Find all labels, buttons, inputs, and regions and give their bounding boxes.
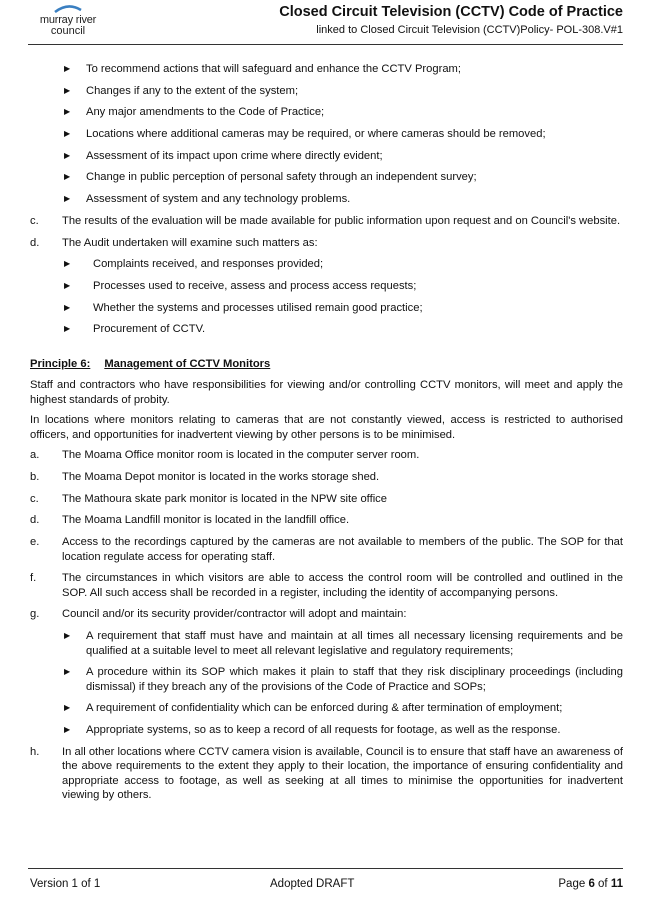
- list-item: ▶ Processes used to receive, assess and process access requests;: [64, 279, 417, 292]
- lettered-item-c2: c. The Mathoura skate park monitor is located in the NPW site office: [30, 492, 387, 505]
- bullet-icon: ▶: [64, 324, 71, 334]
- logo-line-1: murray river: [39, 14, 97, 26]
- lettered-item-e: e. Access to the recordings captured by the cameras are not available to members of the public. The SOP for that location regulate access for operating staff.: [30, 536, 623, 563]
- header-divider: [28, 44, 623, 45]
- requirements-bullet-list: [30, 629, 623, 738]
- document-title: Closed Circuit Television (CCTV) Code of Practice: [279, 4, 623, 20]
- page-number: Page 6 of 11: [558, 878, 623, 890]
- list-item: ▶ Any major amendments to the Code of Practice;: [64, 106, 325, 119]
- audit-bullet-list: [30, 257, 623, 337]
- status-label: Adopted DRAFT: [270, 878, 355, 890]
- bullet-icon: ▶: [64, 703, 71, 713]
- bullet-icon: ▶: [64, 631, 71, 641]
- list-item: ▶ Changes if any to the extent of the system;: [64, 84, 299, 97]
- bullet-icon: ▶: [64, 194, 71, 204]
- paragraph: Staff and contractors who have responsibilities for viewing and/or controlling CCTV monitors, will meet and apply the highest standards of probity.: [30, 379, 623, 406]
- bullet-icon: ▶: [64, 64, 71, 73]
- bullet-icon: ▶: [64, 259, 71, 269]
- lettered-item-f: f. The circumstances in which visitors are able to access the control room will be controlled and outlined in the SOP. All such access shall be recorded in a register, including the identity of accompanying persons.: [30, 572, 623, 599]
- council-logo: [28, 4, 108, 37]
- bullet-icon: ▶: [64, 280, 71, 290]
- list-item: ▶ Change in public perception of personal safety through an independent survey;: [64, 171, 477, 184]
- list-item: ▶ Locations where additional cameras may be required, or where cameras should be removed;: [64, 128, 546, 141]
- evaluation-bullet-list: [30, 62, 623, 207]
- lettered-item-d: d. The Audit undertaken will examine such matters as:: [30, 236, 318, 249]
- lettered-item-a: a. The Moama Office monitor room is located in the computer server room.: [30, 449, 420, 462]
- paragraph: In locations where monitors relating to cameras that are not constantly viewed, access is restricted to authorised officers, and opportunities for inadvertent viewing by other persons is to be minimised.: [30, 414, 623, 441]
- bullet-icon: ▶: [64, 725, 71, 735]
- lettered-item-h: h. In all other locations where CCTV camera vision is available, Council is to ensure that staff have an awareness of the above requirements to the extent they apply to their location, the importance of ensuring confidentiality and appropriate access to footage, as well as seeking at all times to minimise the opportunities for inadvertent viewing by others.: [30, 745, 623, 802]
- list-item: ▶ A requirement that staff must have and maintain at all times all necessary licensing requirements and be qualified at a suitable level to meet all relevant legislative and regulatory requirements;: [64, 630, 623, 657]
- list-item: ▶ A requirement of confidentiality which can be enforced during & after termination of employment;: [64, 702, 563, 715]
- logo-swoosh-icon: [53, 4, 83, 14]
- version-label: Version 1 of 1: [30, 878, 101, 890]
- document-subtitle: linked to Closed Circuit Television (CCTV)Policy- POL-308.V#1: [316, 24, 623, 36]
- bullet-icon: ▶: [64, 107, 71, 117]
- list-item: ▶ Assessment of its impact upon crime where directly evident;: [64, 149, 383, 162]
- lettered-item-b: b. The Moama Depot monitor is located in the works storage shed.: [30, 470, 380, 483]
- bullet-icon: ▶: [64, 150, 71, 160]
- lettered-item-g: g. Council and/or its security provider/contractor will adopt and maintain:: [30, 608, 407, 621]
- list-item: ▶ To recommend actions that will safeguard and enhance the CCTV Program;: [64, 63, 461, 75]
- list-item: ▶ Complaints received, and responses provided;: [64, 258, 324, 271]
- list-item: ▶ Appropriate systems, so as to keep a record of all requests for footage, as well as the response.: [64, 724, 561, 737]
- bullet-icon: ▶: [64, 667, 71, 677]
- document-body: [30, 62, 623, 810]
- footer-divider: [28, 868, 623, 869]
- section-heading: Principle 6: Management of CCTV Monitors: [30, 357, 271, 370]
- bullet-icon: ▶: [64, 302, 71, 312]
- logo-line-2: council: [50, 25, 86, 37]
- list-item: ▶ Whether the systems and processes utilised remain good practice;: [64, 301, 423, 314]
- list-item: ▶ Assessment of system and any technology problems.: [64, 193, 351, 206]
- bullet-icon: ▶: [64, 129, 71, 139]
- lettered-item-d2: d. The Moama Landfill monitor is located in the landfill office.: [30, 514, 350, 527]
- list-item: ▶ Procurement of CCTV.: [64, 323, 206, 336]
- bullet-icon: ▶: [64, 85, 71, 95]
- bullet-icon: ▶: [64, 172, 71, 182]
- list-item: ▶ A procedure within its SOP which makes it plain to staff that they risk disciplinary proceedings (including dismissal) if they breach any of the provisions of the Code of Practice and SOPs;: [64, 666, 623, 693]
- lettered-item-c: c. The results of the evaluation will be made available for public information upon request and on Council's website.: [30, 214, 621, 227]
